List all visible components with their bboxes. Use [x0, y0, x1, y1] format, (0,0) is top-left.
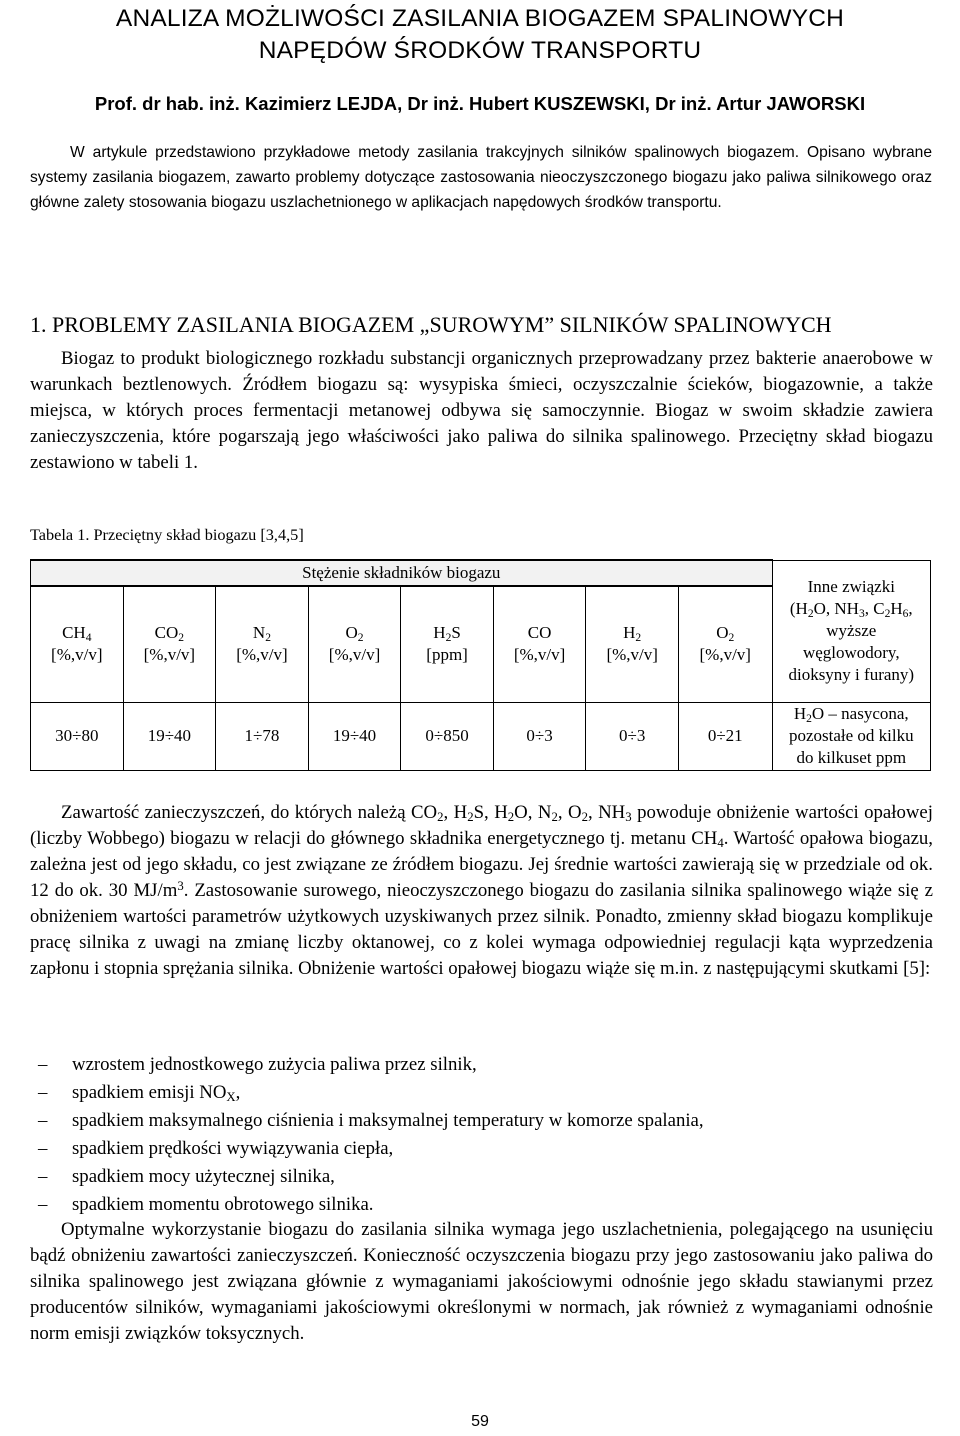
- list-item: – spadkiem mocy użytecznej silnika,: [38, 1166, 335, 1187]
- list-item: – wzrostem jednostkowego zużycia paliwa przez silnik,: [38, 1054, 477, 1075]
- table-column-header: $H_2$ [%,v/v]: [586, 586, 679, 702]
- paper-title-line-2: NAPĘDÓW ŚRODKÓW TRANSPORTU: [258, 37, 702, 64]
- effects-list: [30, 1051, 930, 1219]
- paragraph-intro: Biogaz to produkt biologicznego rozkładu substancji organicznych przeprowadzany przez bakterie anaerobowe w warunkach beztlenowych. Źródłem biogazu są: wysypiska śmieci, oczyszczalnie ścieków, biogazownie, a także miejsca, w których proces fermentacji metanowej odbywa się samoczynnie. Biogaz w swoim składzie zawiera zanieczyszczenia, które pogarszają jego właściwości jako paliwa do silnika spalinowego. Przeciętny skład biogazu zestawiono w tabeli 1.: [30, 348, 933, 473]
- table-column-header: $O_2$ [%,v/v]: [678, 586, 772, 702]
- biogas-composition-table: [30, 559, 931, 771]
- table-column-header: $CH_4$ [%,v/v]: [31, 586, 124, 702]
- list-item: – spadkiem maksymalnego ciśnienia i maksymalnej temperatury w komorze spalania,: [38, 1110, 704, 1131]
- page-number: 59: [471, 1413, 489, 1430]
- list-item: – spadkiem emisji $NO_X$,: [38, 1082, 241, 1104]
- abstract: W artykule przedstawiono przykładowe metody zasilania trakcyjnych silników spalinowych biogazem. Opisano wybrane systemy zasilania biogazem, zawarto problemy dotyczące zastosowania nieoczyszczonego biogazu jako paliwa silnikowego oraz główne zalety stosowania biogazu uszlachetnionego w aplikacjach napędowych środków transportu.: [30, 144, 932, 211]
- table-caption: Tabela 1. Przeciętny skład biogazu [3,4,5]: [30, 525, 304, 544]
- table-group-header: Stężenie składników biogazu: [31, 560, 773, 586]
- authors: Prof. dr hab. inż. Kazimierz LEJDA, Dr inż. Hubert KUSZEWSKI, Dr inż. Artur JAWORSKI: [94, 93, 866, 114]
- table-column-header: $CO_2$ [%,v/v]: [123, 586, 216, 702]
- paragraph-conclusion: Optymalne wykorzystanie biogazu do zasilania silnika wymaga jego uszlachetnienia, polegającego na usunięciu bądź obniżeniu zawartości zanieczyszczeń. Konieczność oczyszczenia biogazu przy jego zastosowaniu jako paliwa do silnika spalinowego jest związana głównie z wymaganiami jakościowymi odnośnie jego składu stawianymi przez producentów silników, wymaganiami jakościowymi określonymi w normach, jak również z wymaganiami odnośnie norm emisji związków toksycznych.: [30, 1219, 933, 1344]
- table-other-compounds-value: $H_2O$ – nasycona, pozostałe od kilku do kilkuset ppm: [772, 702, 930, 770]
- list-item: – spadkiem momentu obrotowego silnika.: [38, 1194, 374, 1215]
- table-cell: 0÷3: [493, 702, 586, 770]
- table-cell: 0÷3: [586, 702, 679, 770]
- table-column-header: CO [%,v/v]: [493, 586, 586, 702]
- table-cell: 1÷78: [216, 702, 309, 770]
- table-cell: 19÷40: [308, 702, 401, 770]
- list-item: – spadkiem prędkości wywiązywania ciepła,: [38, 1138, 394, 1159]
- table-column-header: $O_2$ [%,v/v]: [308, 586, 401, 702]
- paragraph-contaminants: Zawartość zanieczyszczeń, do których należą $CO_2$, $H_2S$, $H_2O$, $N_2$, $O_2$, $NH_3$ powoduje obniżenie wartości opałowej (liczby Wobbego) biogazu w relacji do głównego składnika energetycznego tj. metanu $CH_4$. Wartość opałowa biogazu, zależna jest od jego składu, co jest związane ze źródłem biogazu. Jej średnie wartości zawierają się w przedziale od ok. 12 do ok. 30 $MJ/m^3$. Zastosowanie surowego, nieoczyszczonego biogazu do zasilania silnika spalinowego wiąże się z obniżeniem wartości parametrów użytkowych uzyskiwanych przez silnik. Ponadto, zmienny skład biogazu komplikuje pracę silnika z uwagi na zmianę liczby oktanowej, co z kolei wymaga odpowiedniej regulacji kąta wyprzedzenia zapłonu i stopnia sprężania silnika. Obniżenie wartości opałowej biogazu wiąże się m.in. z następującymi skutkami [5]:: [30, 802, 934, 979]
- table-cell: 19÷40: [123, 702, 216, 770]
- table-cell: 30÷80: [31, 702, 124, 770]
- table-other-compounds-header: Inne związki ($H_2O$, $NH_3$, $C_2H_6$, wyższe węglowodory, dioksyny i furany): [772, 560, 930, 702]
- section-heading: 1. PROBLEMY ZASILANIA BIOGAZEM „SUROWYM” SILNIKÓW SPALINOWYCH: [30, 312, 832, 337]
- table-cell: 0÷850: [401, 702, 494, 770]
- paper-title-line-1: ANALIZA MOŻLIWOŚCI ZASILANIA BIOGAZEM SPALINOWYCH: [115, 5, 845, 32]
- table-column-header: $N_2$ [%,v/v]: [216, 586, 309, 702]
- table-column-header: $H_2S$ [ppm]: [401, 586, 494, 702]
- table-cell: 0÷21: [678, 702, 772, 770]
